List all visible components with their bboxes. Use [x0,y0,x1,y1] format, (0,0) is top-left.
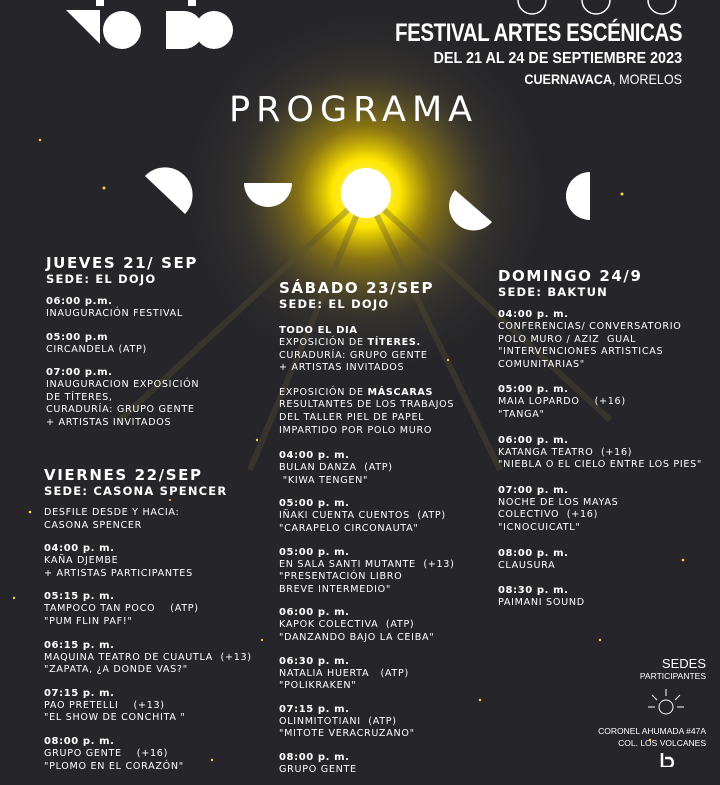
event-line: NATALIA HUERTA (ATP) [279,667,409,679]
event-item [44,687,274,725]
event-line: NOCHE DE LOS MAYAS [498,496,619,508]
event-item [46,366,266,429]
festival-location [367,70,682,88]
event-item [279,751,494,777]
event-line: TAMPOCO TAN POCO (ATP) [44,603,199,615]
venue-logo-icon [646,687,686,721]
festival-city: CUERNAVACA [524,71,612,87]
event-line: KAPOK COLECTIVA (ATP) [279,619,415,631]
event-time: 08:00 p. m. [498,547,569,559]
saturday-column [279,279,494,785]
event-line: KAÑA DJEMBE [44,555,119,567]
event-line: BULAN DANZA (ATP) [279,462,393,474]
event-time: 05:00 p. m. [498,384,569,396]
event-line: "CARAPELO CIRCONAUTA" [279,522,419,534]
festival-state: , MORELOS [611,71,682,87]
event-item [498,584,713,610]
venue-address-line: CORONEL AHUMADA #47A [598,726,706,736]
event-time: 07:00 p. m. [498,484,569,496]
event-line: COLECTIVO (+16) [498,509,599,521]
event-time: 06:00 p.m. [46,296,113,307]
day-title: DOMINGO 24/9 [498,267,643,285]
event-line: MAIA LOPARDO (+16) [498,396,626,408]
event-item [279,497,494,535]
event-line: "ICNOCUICATL" [498,521,581,533]
event-line-text: EXPOSICIÓN DE [279,337,368,348]
event-line: "ZAPATA, ¿A DONDE VAS?" [44,664,188,676]
event-line: INAUGURACION EXPOSICIÓN [46,379,200,391]
event-line: "PRESENTACIÓN LIBRO [279,571,403,583]
event-item [44,542,274,580]
event-item [498,434,713,472]
event-line: CURADURÍA: GRUPO GENTE [279,349,428,361]
event-item [279,655,494,693]
venue-label: SEDE: EL DOJO [46,272,157,286]
event-time: 06:00 p. m. [279,607,350,619]
event-line [279,337,494,350]
event-time: 05:15 p. m. [44,591,115,603]
event-time: 04:00 p. m. [279,450,350,462]
event-line: "EL SHOW DE CONCHITA " [44,712,186,724]
event-line: IMPARTIDO POR POLO MURO [279,424,433,436]
event-line: "KIWA TENGEN" [279,474,369,486]
event-line: CONFERENCIAS/ CONVERSATORIO [498,321,682,332]
event-line: RESULTANTES DE LOS TRABAJOS [279,399,455,411]
event-line: "NIEBLA O EL CIELO ENTRE LOS PIES" [498,459,703,471]
event-time: 08:00 p. m. [44,735,115,747]
event-line: OLINMITOTIANI (ATP) [279,715,397,727]
thursday-column [46,254,266,439]
venue-logo-2-icon [656,753,676,767]
event-line: CURADURÍA: GRUPO GENTE [46,404,195,416]
event-line: INAUGURACIÓN FESTIVAL [46,308,183,319]
day-title: VIERNES 22/SEP [44,466,203,484]
event-time: 08:30 p. m. [498,585,569,597]
event-time: 05:00 p. m. [279,498,350,510]
event-line: MAQUINA TEATRO DE CUAUTLA (+13) [44,651,252,663]
event-line: PAIMANI SOUND [498,597,585,609]
event-time: TODO EL DIA [279,325,358,336]
event-time: 04:00 p. m. [44,543,115,555]
moon-phase-full [341,168,391,218]
venues-subheading: PARTICIPANTES [639,671,706,681]
event-line: "INTERVENCIONES ARTISTICAS [498,346,664,358]
event-time: 06:00 p. m. [498,434,569,446]
event-line: "POLIKRAKEN" [279,680,357,692]
event-item [279,449,494,487]
event-line: DEL TALLER PIEL DE PAPEL [279,411,425,423]
event-line: "PUM FLIN PAF!" [44,615,133,627]
event-line: "TANGA" [498,408,545,420]
venues-section [598,656,706,767]
day-title: SÁBADO 23/SEP [279,279,435,297]
venue-label: SEDE: CASONA SPENCER [44,484,228,498]
event-item [44,507,274,532]
day-title: JUEVES 21/ SEP [46,254,198,272]
festival-dates: DEL 21 AL 24 DE SEPTIEMBRE 2023 [433,50,682,67]
event-highlight: MÁSCARAS [367,386,434,398]
event-item [279,703,494,741]
event-item [498,484,713,535]
event-line: EN SALA SANTI MUTANTE (+13) [279,558,455,570]
venue-label: SEDE: BAKTUN [498,285,608,299]
event-time: 06:30 p. m. [279,655,350,667]
event-line: IÑAKI CUENTA CUENTOS (ATP) [279,510,446,522]
event-line: CIRCANDELA (ATP) [46,343,147,355]
event-item [279,387,494,437]
event-time: 05:00 p.m [46,331,109,343]
event-line: DESFILE DESDE Y HACIA: [44,507,180,518]
event-item [44,735,274,773]
event-time: 05:00 p. m. [279,546,350,558]
event-item [44,590,274,628]
event-time: 07:15 p. m. [44,687,115,699]
event-line: + ARTISTAS INVITADOS [279,362,405,374]
event-line: GRUPO GENTE (+16) [44,747,169,759]
friday-column [44,466,274,782]
event-highlight: TÍTERES. [367,337,421,348]
event-item [498,547,713,573]
festival-title: FESTIVAL ARTES ESCÉNICAS [394,19,682,47]
event-time: 07:00 p.m. [46,367,113,379]
venue-address-line: COL. LOS VOLCANES [618,738,706,748]
event-line: KATANGA TEATRO (+16) [498,446,633,458]
event-line: + ARTISTAS INVITADOS [46,416,172,428]
sunday-column [498,267,713,619]
event-item [46,295,266,321]
event-line: BREVE INTERMEDIO" [279,583,391,595]
event-item [44,639,274,677]
event-line: "PLOMO EN EL CORAZÓN" [44,760,184,772]
event-line: + ARTISTAS PARTICIPANTES [44,567,193,579]
page-title: PROGRAMA [229,90,479,130]
event-line: CASONA SPENCER [44,519,143,531]
event-line: CLAUSURA [498,559,556,571]
festival-header [332,18,682,88]
event-line: DE TÍTERES, [46,391,113,403]
event-item [498,308,713,371]
event-line: "DANZANDO BAJO LA CEIBA" [279,631,435,643]
event-item [498,383,713,421]
event-line: "MITOTE VERACRUZANO" [279,728,415,740]
event-item [279,606,494,644]
event-item [279,324,494,375]
event-line: COMUNITARIAS" [498,358,585,370]
event-time: 04:00 p. m. [498,309,569,320]
event-line-text: EXPOSICIÓN DE [279,386,368,398]
festival-logo [66,0,236,52]
venues-heading: SEDES [661,656,706,671]
event-time: 06:15 p. m. [44,639,115,651]
event-time: 07:15 p. m. [279,703,350,715]
event-time: 08:00 p. m. [279,751,350,763]
event-line: GRUPO GENTE [279,763,357,775]
venue-label: SEDE: EL DOJO [279,297,390,311]
event-line [279,387,494,400]
event-line: POLO MURO / AZIZ GUAL [498,333,637,345]
event-item [46,331,266,357]
event-line: PAO PRETELLI (+13) [44,699,165,711]
event-item [279,546,494,597]
